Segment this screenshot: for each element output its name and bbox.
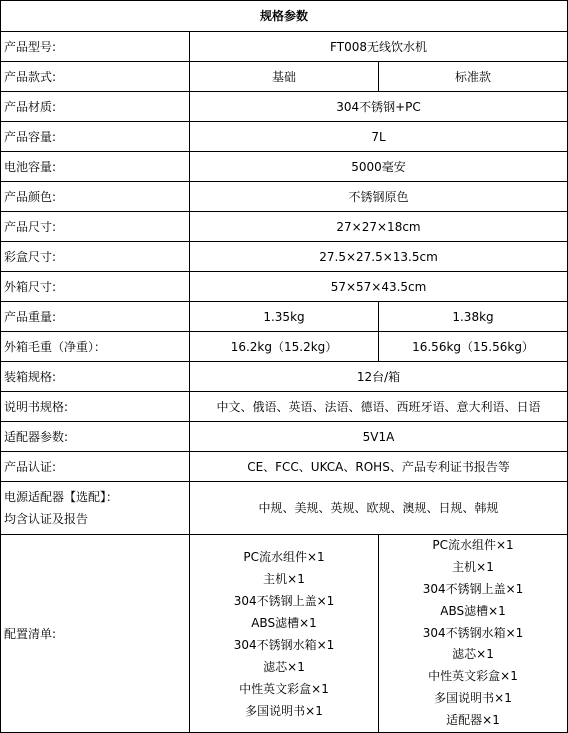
row-config <box>1 535 568 733</box>
model-label: 产品型号: <box>1 32 190 62</box>
carton-label: 外箱尺寸: <box>1 272 190 302</box>
row-weight <box>1 302 568 332</box>
power-label-line2: 均含认证及报告 <box>4 512 89 526</box>
material-value: 304不锈钢+PC <box>190 92 568 122</box>
box-value: 27.5×27.5×13.5cm <box>190 242 568 272</box>
list-item: PC流水组件×1 <box>243 549 325 564</box>
adapter-value: 5V1A <box>190 422 568 452</box>
row-gross <box>1 332 568 362</box>
config-basic-list <box>190 535 379 733</box>
style-basic: 基础 <box>190 62 379 92</box>
list-item: ABS滤槽×1 <box>251 615 317 630</box>
battery-value: 5000毫安 <box>190 152 568 182</box>
cert-value: CE、FCC、UKCA、ROHS、产品专利证书报告等 <box>190 452 568 482</box>
weight-label: 产品重量: <box>1 302 190 332</box>
list-item: 304不锈钢上盖×1 <box>422 582 524 596</box>
row-material <box>1 92 568 122</box>
color-value: 不锈钢原色 <box>190 182 568 212</box>
battery-label: 电池容量: <box>1 152 190 182</box>
row-box <box>1 242 568 272</box>
list-item: 多国说明书×1 <box>245 703 323 718</box>
row-size <box>1 212 568 242</box>
adapter-label: 适配器参数: <box>1 422 190 452</box>
list-item: 中性英文彩盒×1 <box>239 681 329 696</box>
packing-value: 12台/箱 <box>190 362 568 392</box>
list-item: 适配器×1 <box>446 712 500 727</box>
row-packing <box>1 362 568 392</box>
manual-label: 说明书规格: <box>1 392 190 422</box>
row-adapter-spec <box>1 422 568 452</box>
list-item: 主机×1 <box>263 571 305 586</box>
list-item: 多国说明书×1 <box>434 690 512 705</box>
weight-basic: 1.35kg <box>190 302 379 332</box>
row-cert <box>1 452 568 482</box>
list-item: 主机×1 <box>452 560 494 575</box>
style-label: 产品款式: <box>1 62 190 92</box>
carton-value: 57×57×43.5cm <box>190 272 568 302</box>
config-standard-list <box>379 535 568 733</box>
size-value: 27×27×18cm <box>190 212 568 242</box>
list-item: 304不锈钢水箱×1 <box>233 637 335 652</box>
row-color <box>1 182 568 212</box>
capacity-value: 7L <box>190 122 568 152</box>
table-title: 规格参数 <box>1 1 568 32</box>
cert-label: 产品认证: <box>1 452 190 482</box>
model-value: FT008无线饮水机 <box>190 32 568 62</box>
row-manual <box>1 392 568 422</box>
power-label-line1: 电源适配器【选配】： <box>4 490 119 504</box>
list-item: 304不锈钢水箱×1 <box>422 625 524 640</box>
list-item: PC流水组件×1 <box>432 538 514 553</box>
size-label: 产品尺寸: <box>1 212 190 242</box>
capacity-label: 产品容量: <box>1 122 190 152</box>
row-model <box>1 32 568 62</box>
row-carton <box>1 272 568 302</box>
list-item: 滤芯×1 <box>263 659 305 674</box>
weight-standard: 1.38kg <box>379 302 568 332</box>
row-battery <box>1 152 568 182</box>
packing-label: 装箱规格: <box>1 362 190 392</box>
list-item: ABS滤槽×1 <box>440 603 506 618</box>
list-item: 滤芯×1 <box>452 647 494 662</box>
gross-standard: 16.56kg（15.56kg） <box>379 332 568 362</box>
row-power-adapter <box>1 482 568 535</box>
material-label: 产品材质: <box>1 92 190 122</box>
row-capacity <box>1 122 568 152</box>
color-label: 产品颜色: <box>1 182 190 212</box>
power-label <box>1 482 190 535</box>
config-label: 配置清单: <box>1 535 190 733</box>
manual-value: 中文、俄语、英语、法语、德语、西班牙语、意大利语、日语 <box>190 392 568 422</box>
box-label: 彩盒尺寸: <box>1 242 190 272</box>
list-item: 304不锈钢上盖×1 <box>233 593 335 608</box>
row-style <box>1 62 568 92</box>
style-standard: 标准款 <box>379 62 568 92</box>
list-item: 中性英文彩盒×1 <box>428 669 518 684</box>
gross-basic: 16.2kg（15.2kg） <box>190 332 379 362</box>
gross-label: 外箱毛重（净重）： <box>1 332 190 362</box>
power-value: 中规、美规、英规、欧规、澳规、日规、韩规 <box>190 482 568 535</box>
